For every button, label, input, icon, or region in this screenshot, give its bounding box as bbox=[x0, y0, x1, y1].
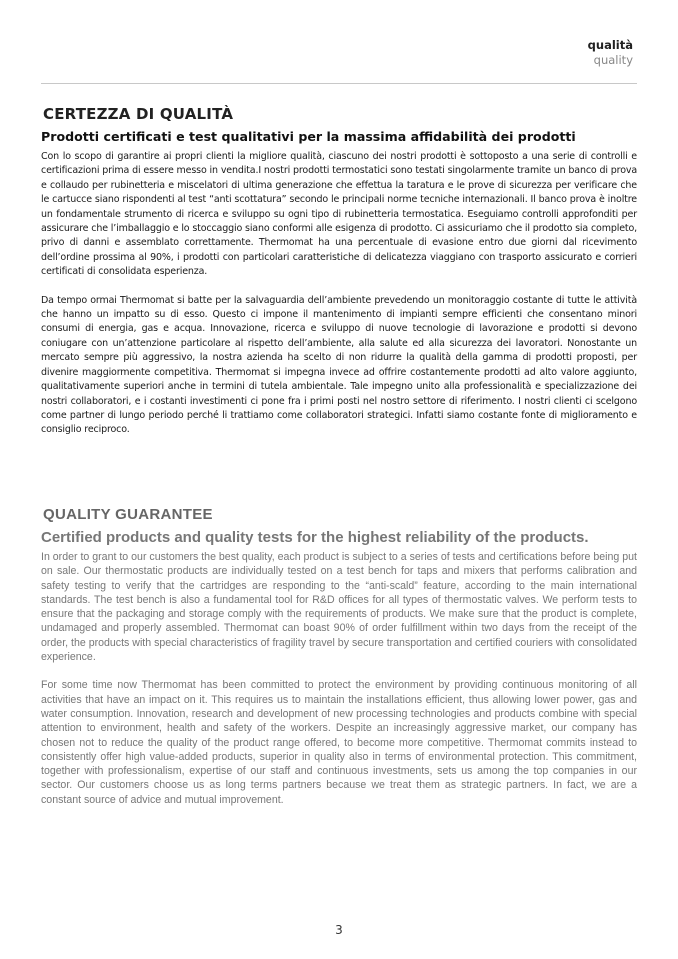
english-section bbox=[41, 506, 637, 821]
italian-section bbox=[41, 105, 637, 452]
section-label-english: quality bbox=[593, 53, 633, 67]
english-title: QUALITY GUARANTEE bbox=[43, 506, 213, 523]
italian-paragraph-2: Da tempo ormai Thermomat si batte per la salvaguardia dell’ambiente prevedendo un monitoraggio costante di tutte le attività che hanno un impatto su di esso. Questo ci impone il mantenimento di impianti sempre efficienti che consentano minori consumi di energia, gas e acqua. Innovazione, ricerca e sviluppo di nuove tecnologie di lavorazione e prodotti si devono coniugare con un’attenzione particolare al rispetto dell’ambiente, alla salute ed alla sicurezza dei lavoratori. Nonostante un mercato sempre più aggressivo, la nostra azienda ha scelto di non ridurre la qualità della gamma di prodotti proposti, per divenire maggiormente competitiva. Thermomat si impegna invece ad offrire costantemente prodotti ad alto valore aggiunto, qualitativamente superiori anche in termini di tutela ambientale. Tale impegno unito alla professionalità e specializzazione dei nostri collaboratori, e i costanti investimenti ci pone fra i primi posti nel nostro settore di riferimento. I nostri clienti ci scelgono come partner di lungo periodo perché li trattiamo come collaboratori strategici. Infatti siamo costante fonte di miglioramento e consiglio reciproco. bbox=[41, 294, 637, 436]
page-number: 3 bbox=[335, 923, 343, 937]
english-subtitle: Certified products and quality tests for the highest reliability of the products. bbox=[41, 529, 589, 546]
section-header bbox=[588, 38, 633, 68]
english-paragraph-2: For some time now Thermomat has been committed to protect the environment by providing continuous monitoring of all activities that have an impact on it. This requires us to maintain the installations efficient, thus allowing lower power, gas and water consumption. Innovation, research and development of new processing technologies and products combine with special attention to environment, health and safety of the workers. Despite an increasingly aggressive market, our company has chosen not to reduce the quality of the product range offered, to become more competitive. Thermomat commits instead to consistently offer high value-added products, superior in quality also in terms of environmental protection. This commitment, together with professionalism, expertise of our staff and continuous investments, sets us among the top companies in our sector. Our customers choose us as long terms partners because we treat them as strategic partners. In fact, we are a constant source of advice and mutual improvement. bbox=[41, 679, 637, 806]
italian-paragraph-1: Con lo scopo di garantire ai propri clienti la migliore qualità, ciascuno dei nostri prodotti è sottoposto a una serie di controlli e certificazioni prima di essere messo in vendita.I nostri prodotti termostatici sono testati singolarmente tramite un banco di prova e collaudo per rubinetteria e miscelatori di ultima generazione che effettua la taratura e le prove di sicurezza per verificare che le cartucce siano rispondenti al test “anti scottatura” secondo le principali norme tecniche internazionali. Il banco prova è inoltre un fondamentale strumento di ricerca e sviluppo su ogni tipo di rubinetteria termostatica. Eseguiamo controlli approfonditi per assicurare che l’imballaggio e lo stoccaggio siano conformi alle esigenza di prodotto. Ci assicuriamo che il prodotto sia completo, privo di danni e assemblato correttamente. Thermomat ha una percentuale di evasione entro due giorni dal ricevimento dell’ordine prossima al 90%, i prodotti con particolari caratteristiche di delicatezza viaggiano con trasporto assicurato e corrieri certificati di consolidata esperienza. bbox=[41, 151, 637, 278]
italian-subtitle: Prodotti certificati e test qualitativi per la massima affidabilità dei prodotti bbox=[41, 129, 576, 144]
english-paragraph-1: In order to grant to our customers the best quality, each product is subject to a series of tests and certifications before being put on sale. Our thermostatic products are individually tested on a test bench for taps and mixers that performs calibration and safety testing to verify that the cartridges are responding to the “anti-scald” feature, according to the main international standards. The test bench is also a fundamental tool for R&D offices for all types of thermostatic valves. We perform tests to ensure that the packaging and storage comply with the requirements of products. We make sure that the product is complete, undamaged and properly assembled. Thermomat can boast 90% of order fulfillment within two days from the receipt of the order, the products with special characteristics of fragility travel by secure transportation and certified couriers with consolidated experience. bbox=[41, 551, 637, 664]
header-divider bbox=[41, 83, 637, 84]
italian-title: CERTEZZA DI QUALITÀ bbox=[43, 105, 234, 123]
section-label-italian: qualità bbox=[587, 38, 633, 52]
